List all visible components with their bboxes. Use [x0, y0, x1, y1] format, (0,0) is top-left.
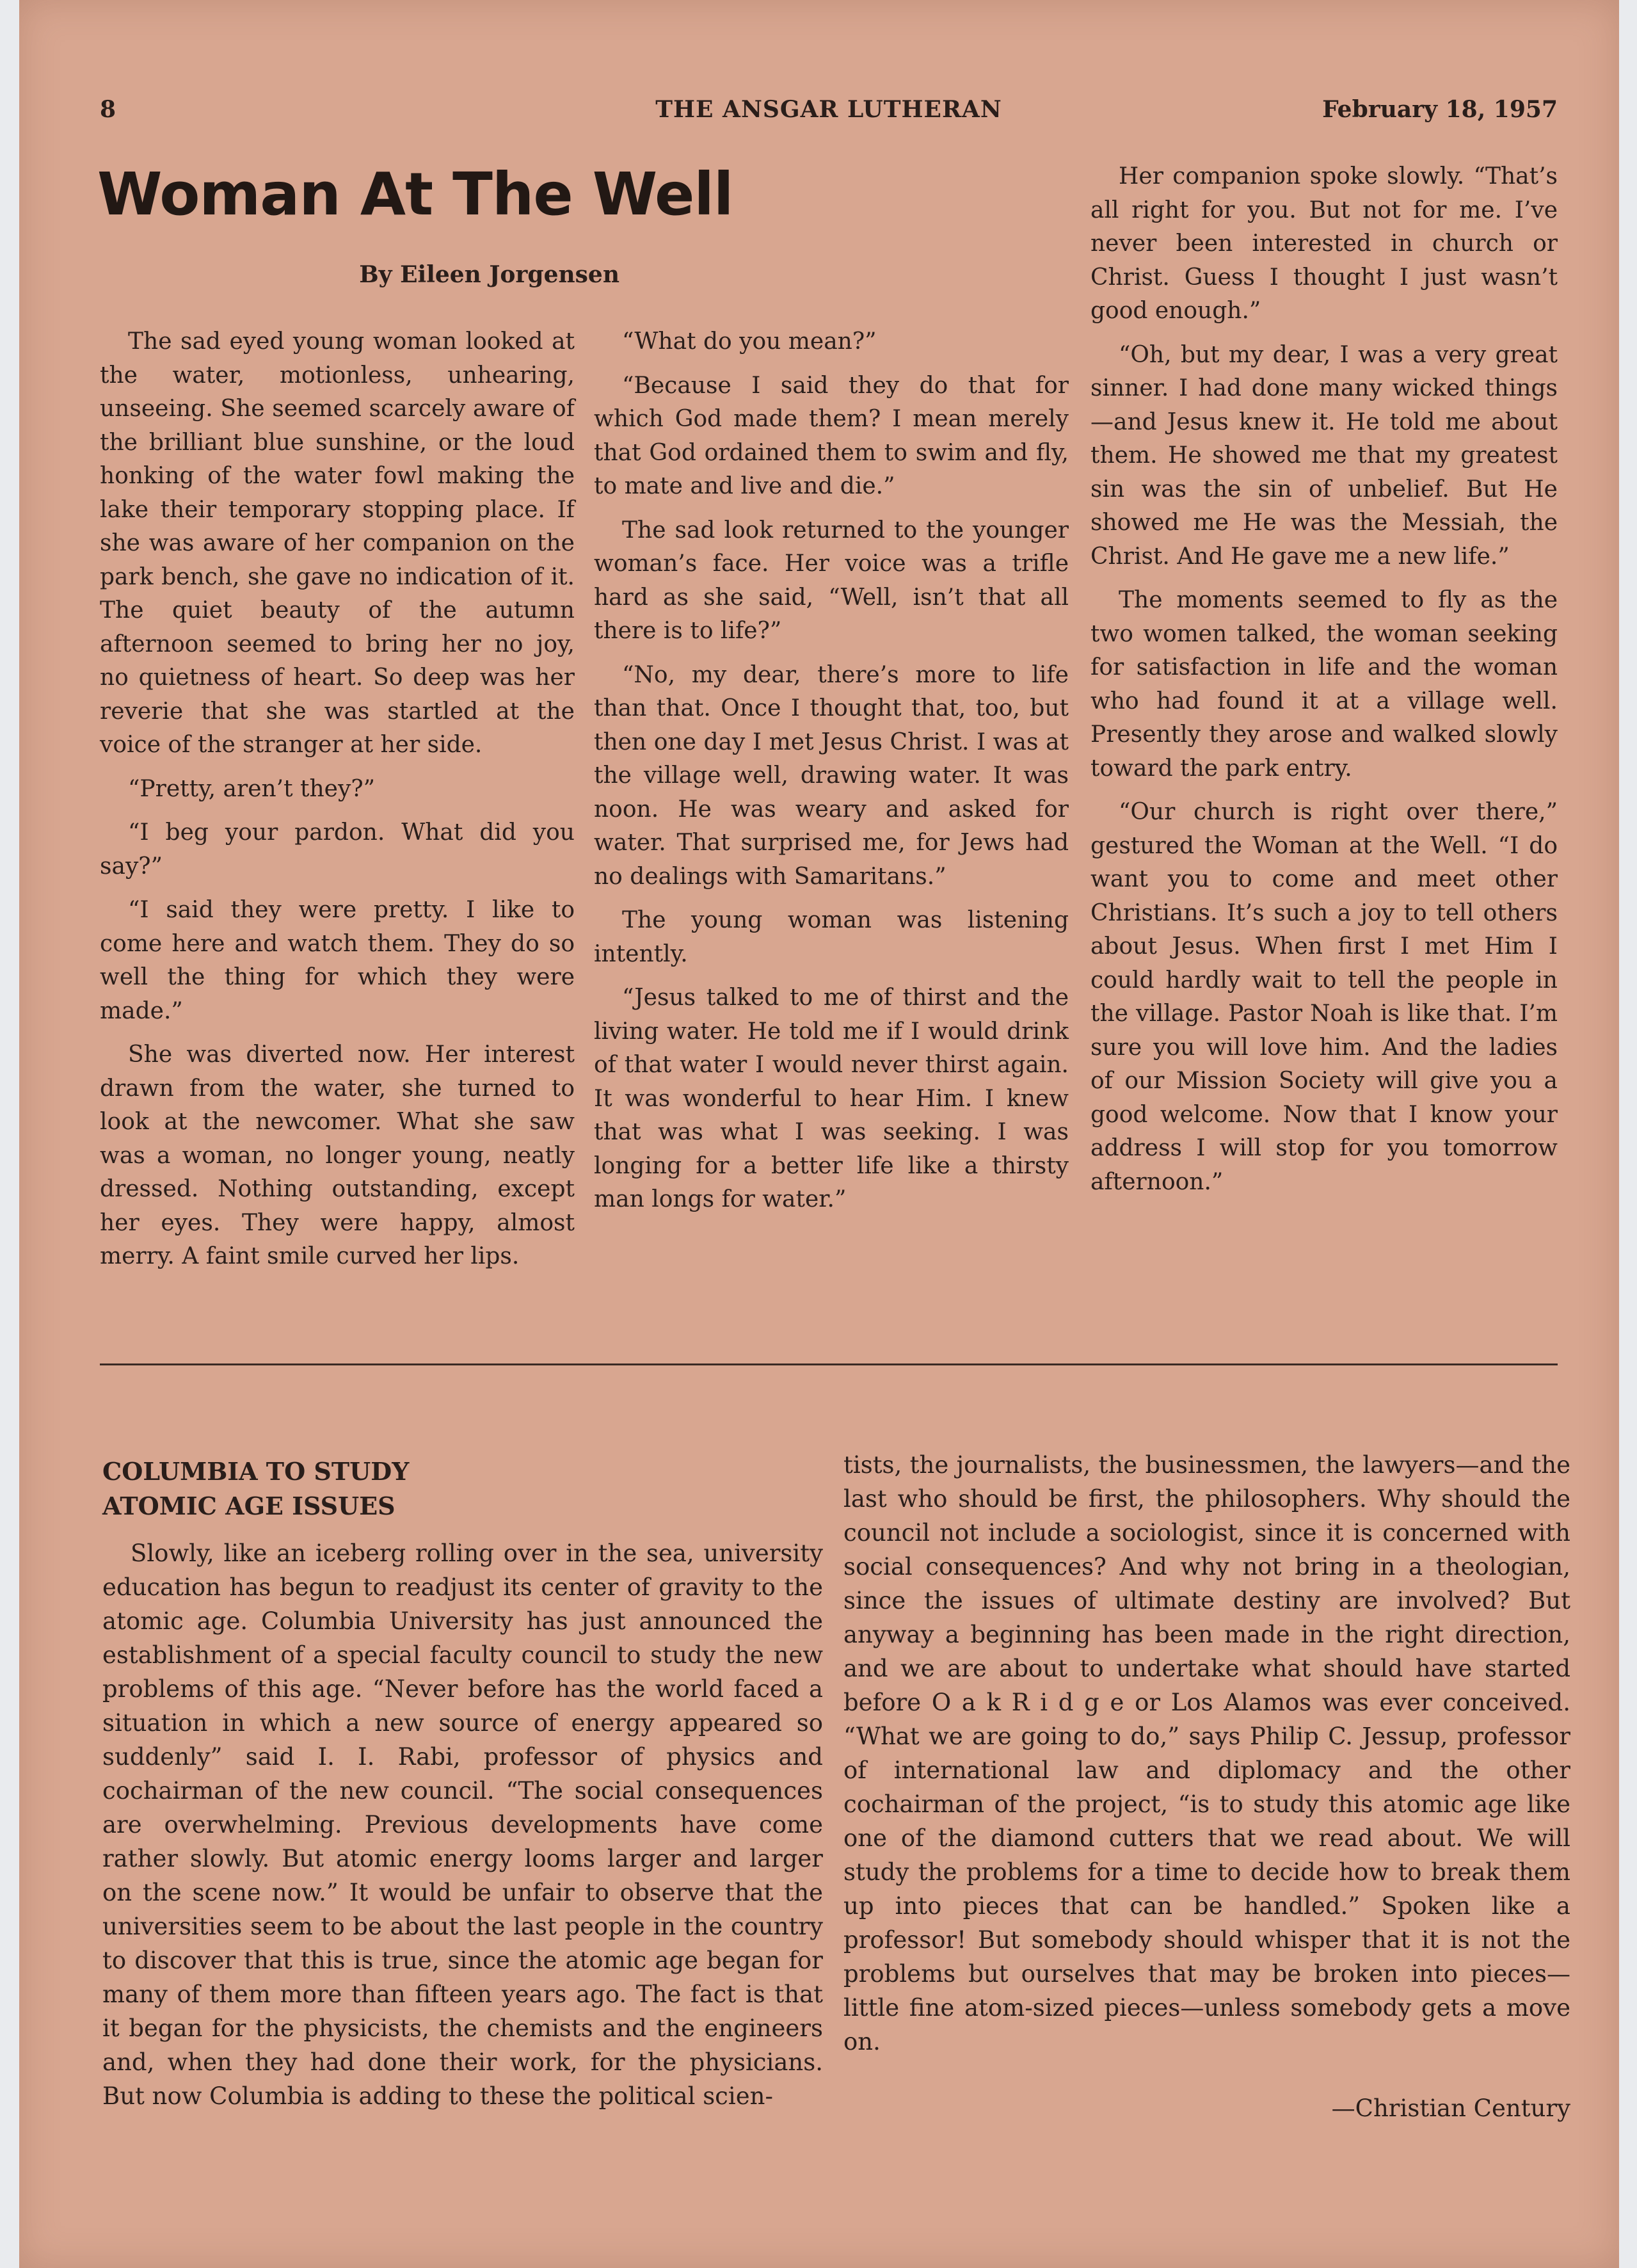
paragraph: “Jesus talked to me of thirst and the living water. He told me if I would drink of that water I would never thirst again. It was wonderful to hear Him. I knew that was what I was seeking. I was longing for a better life like a thirsty man longs for water.” [594, 985, 1069, 1212]
paragraph: She was diverted now. Her interest drawn from the water, she turned to look at the newcomer. What she saw was a woman, no longer young, neatly dressed. Nothing outstanding, except her eyes. They were happy, almost merry. A faint smile curved her lips. [100, 1042, 575, 1269]
section-divider [100, 1363, 1558, 1365]
newspaper-page [19, 0, 1619, 2268]
page-header [100, 96, 1558, 134]
article-headline [102, 1454, 806, 1524]
paragraph: “Because I said they do that for which God made them? I mean merely that God ordained them to swim and fly, to mate and live and die.” [594, 372, 1069, 499]
paragraph: “Our church is right over there,” gestured the Woman at the Well. “I do want you to come and meet other Christians. It’s such a joy to tell others about Jesus. When first I met Him I could hardly wait to tell the people in the village. Pastor Noah is like that. I’m sure you will love him. And the ladies of our Mission Society will give you a good welcome. Now that I know your address I will stop for you tomorrow afternoon.” [1090, 799, 1558, 1195]
page-number: 8 [100, 96, 116, 123]
article-column-1 [102, 1536, 823, 2123]
paragraph: The sad look returned to the younger woman’s face. Her voice was a trifle hard as she said, “Well, isn’t that all there is to life?” [594, 517, 1069, 644]
headline-line: ATOMIC AGE ISSUES [102, 1492, 395, 1520]
paragraph: “I said they were pretty. I like to come here and watch them. They do so well the thing for which they were made.” [100, 897, 575, 1024]
publication-name: THE ANSGAR LUTHERAN [655, 96, 1002, 123]
story-title: Woman At The Well [97, 160, 733, 229]
story-column-1 [100, 325, 575, 1284]
story-byline: By Eileen Jorgensen [359, 261, 619, 288]
article-column-2 [843, 1448, 1570, 2069]
paragraph: “Pretty, aren’t they?” [128, 775, 376, 802]
paragraph: tists, the journalists, the businessmen, the lawyers—and the last who should be first, the philosophers. Why should the council not include a sociologist, since it is concerned with social consequences? And why not bring in a theologian, since the issues of ultimate destiny are involved? But anyway a beginning has been made in the right direction, and we are about to undertake what should have started before O a k R i d g e or Los Alamos was ever conceived. “What we are going to do,” says Philip C. Jessup, professor of international law and diplomacy and the other cochairman of the project, “is to study this atomic age like one of the diamond cutters that we read about. We will study the problems for a time to decide how to break them up into pieces that can be handled.” Spoken like a professor! But somebody should whisper that it is not the problems but ourselves that may be broken into pieces—little fine atom-sized pieces—unless somebody gets a move on. [843, 1451, 1570, 2055]
paragraph: “I beg your pardon. What did you say?” [100, 819, 575, 880]
article-attribution: —Christian Century [1331, 2095, 1570, 2122]
story-column-3 [1090, 160, 1558, 1209]
paragraph: “Oh, but my dear, I was a very great sinner. I had done many wicked things—and Jesus knew it. He told me about them. He showed me that my greatest sin was the sin of unbelief. But He showed me He was the Messiah, the Christ. And He gave me a new life.” [1090, 341, 1558, 570]
paragraph: “What do you mean?” [622, 328, 877, 355]
story-column-2 [594, 325, 1069, 1227]
paragraph: The moments seemed to fly as the two women talked, the woman seeking for satisfaction in life and the woman who had found it at a village well. Presently they arose and walked slowly toward the park entry. [1090, 587, 1558, 782]
paragraph: Slowly, like an iceberg rolling over in the sea, university education has begun to readjust its center of gravity to the atomic age. Columbia University has just announced the establishment of a special faculty council to study the new problems of this age. “Never before has the world faced a situation in which a new source of energy appeared so suddenly” said I. I. Rabi, professor of physics and cochairman of the new council. “The social consequences are overwhelming. Previous developments have come rather slowly. But atomic energy looms larger and larger on the scene now.” It would be unfair to observe that the universities seem to be about the last people in the country to discover that this is true, since the atomic age began for many of them more than fifteen years ago. The fact is that it began for the physicists, the chemists and the engineers and, when they had done their work, for the physicians. But now Columbia is adding to these the political scien- [102, 1540, 823, 2110]
paragraph: The young woman was listening intently. [594, 907, 1069, 967]
issue-date: February 18, 1957 [1322, 96, 1558, 123]
headline-line: COLUMBIA TO STUDY [102, 1457, 410, 1486]
paragraph: “No, my dear, there’s more to life than that. Once I thought that, too, but then one day I met Jesus Christ. I was at the village well, drawing water. It was noon. He was weary and asked for water. That surprised me, for Jews had no dealings with Samaritans.” [594, 661, 1069, 890]
paragraph: The sad eyed young woman looked at the water, motionless, unhearing, unseeing. She seemed scarcely aware of the brilliant blue sunshine, or the loud honking of the water fowl making the lake their temporary stopping place. If she was aware of her companion on the park bench, she gave no indication of it. The quiet beauty of the autumn afternoon seemed to bring her no joy, no quietness of heart. So deep was her reverie that she was startled at the voice of the stranger at her side. [100, 328, 575, 758]
paragraph: Her companion spoke slowly. “That’s all right for you. But not for me. I’ve never been interested in church or Christ. Guess I thought I just wasn’t good enough.” [1090, 163, 1558, 324]
